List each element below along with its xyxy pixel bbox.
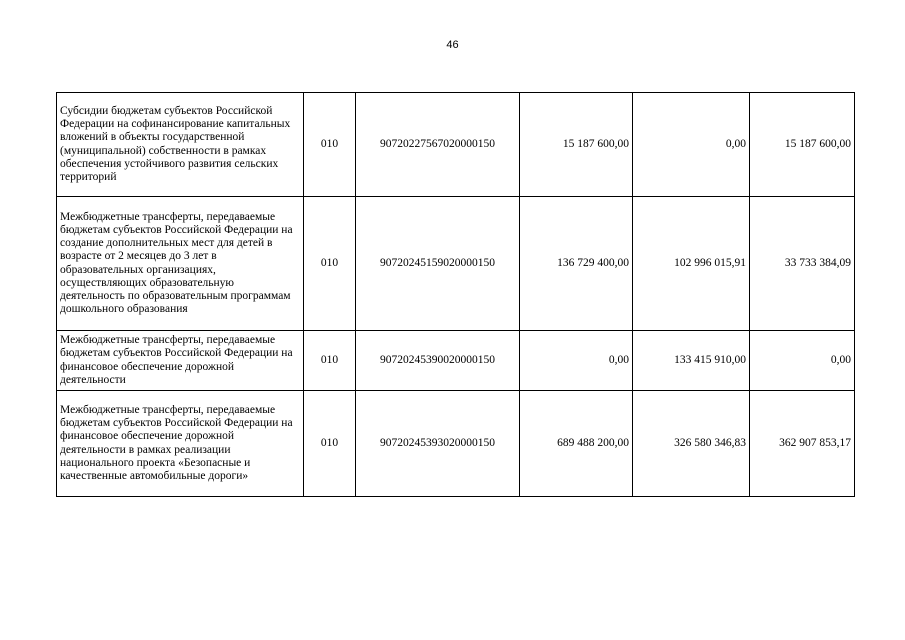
row-code-cell: 010 (304, 93, 356, 197)
row-remainder-cell: 15 187 600,00 (750, 93, 855, 197)
row-kbk-cell: 90720245390020000150 (356, 331, 520, 391)
row-kbk-cell: 90720245159020000150 (356, 197, 520, 331)
row-remainder-cell: 0,00 (750, 331, 855, 391)
row-remainder-cell: 33 733 384,09 (750, 197, 855, 331)
row-executed-cell: 326 580 346,83 (633, 391, 750, 497)
table-row (57, 197, 855, 331)
row-plan-cell: 136 729 400,00 (520, 197, 633, 331)
row-plan-cell: 15 187 600,00 (520, 93, 633, 197)
table-row (57, 331, 855, 391)
row-executed-cell: 133 415 910,00 (633, 331, 750, 391)
row-code-cell: 010 (304, 331, 356, 391)
row-remainder-cell: 362 907 853,17 (750, 391, 855, 497)
row-plan-cell: 689 488 200,00 (520, 391, 633, 497)
row-code-cell: 010 (304, 197, 356, 331)
table-row (57, 93, 855, 197)
row-executed-cell: 0,00 (633, 93, 750, 197)
row-name-cell: Субсидии бюджетам субъектов Российской Федерации на софинансирование капитальных вложений в объекты государственной (муниципальной) собственности в рамках обеспечения устойчивого развития сельских территорий (57, 93, 304, 197)
row-name-cell: Межбюджетные трансферты, передаваемые бюджетам субъектов Российской Федерации на финансовое обеспечение дорожной деятельности в рамках реализации национального проекта «Безопасные и качественные автомобильные дороги» (57, 391, 304, 497)
table-row (57, 391, 855, 497)
row-code-cell: 010 (304, 391, 356, 497)
row-name-cell: Межбюджетные трансферты, передаваемые бюджетам субъектов Российской Федерации на финансовое обеспечение дорожной деятельности (57, 331, 304, 391)
page-number: 46 (446, 39, 459, 51)
row-executed-cell: 102 996 015,91 (633, 197, 750, 331)
row-plan-cell: 0,00 (520, 331, 633, 391)
budget-table (56, 92, 855, 497)
row-name-cell: Межбюджетные трансферты, передаваемые бюджетам субъектов Российской Федерации на создание дополнительных мест для детей в возрасте от 2 месяцев до 3 лет в образовательных организациях, осуществляющих образовательную деятельность по образовательным программам дошкольного образования (57, 197, 304, 331)
row-kbk-cell: 90720227567020000150 (356, 93, 520, 197)
row-kbk-cell: 90720245393020000150 (356, 391, 520, 497)
